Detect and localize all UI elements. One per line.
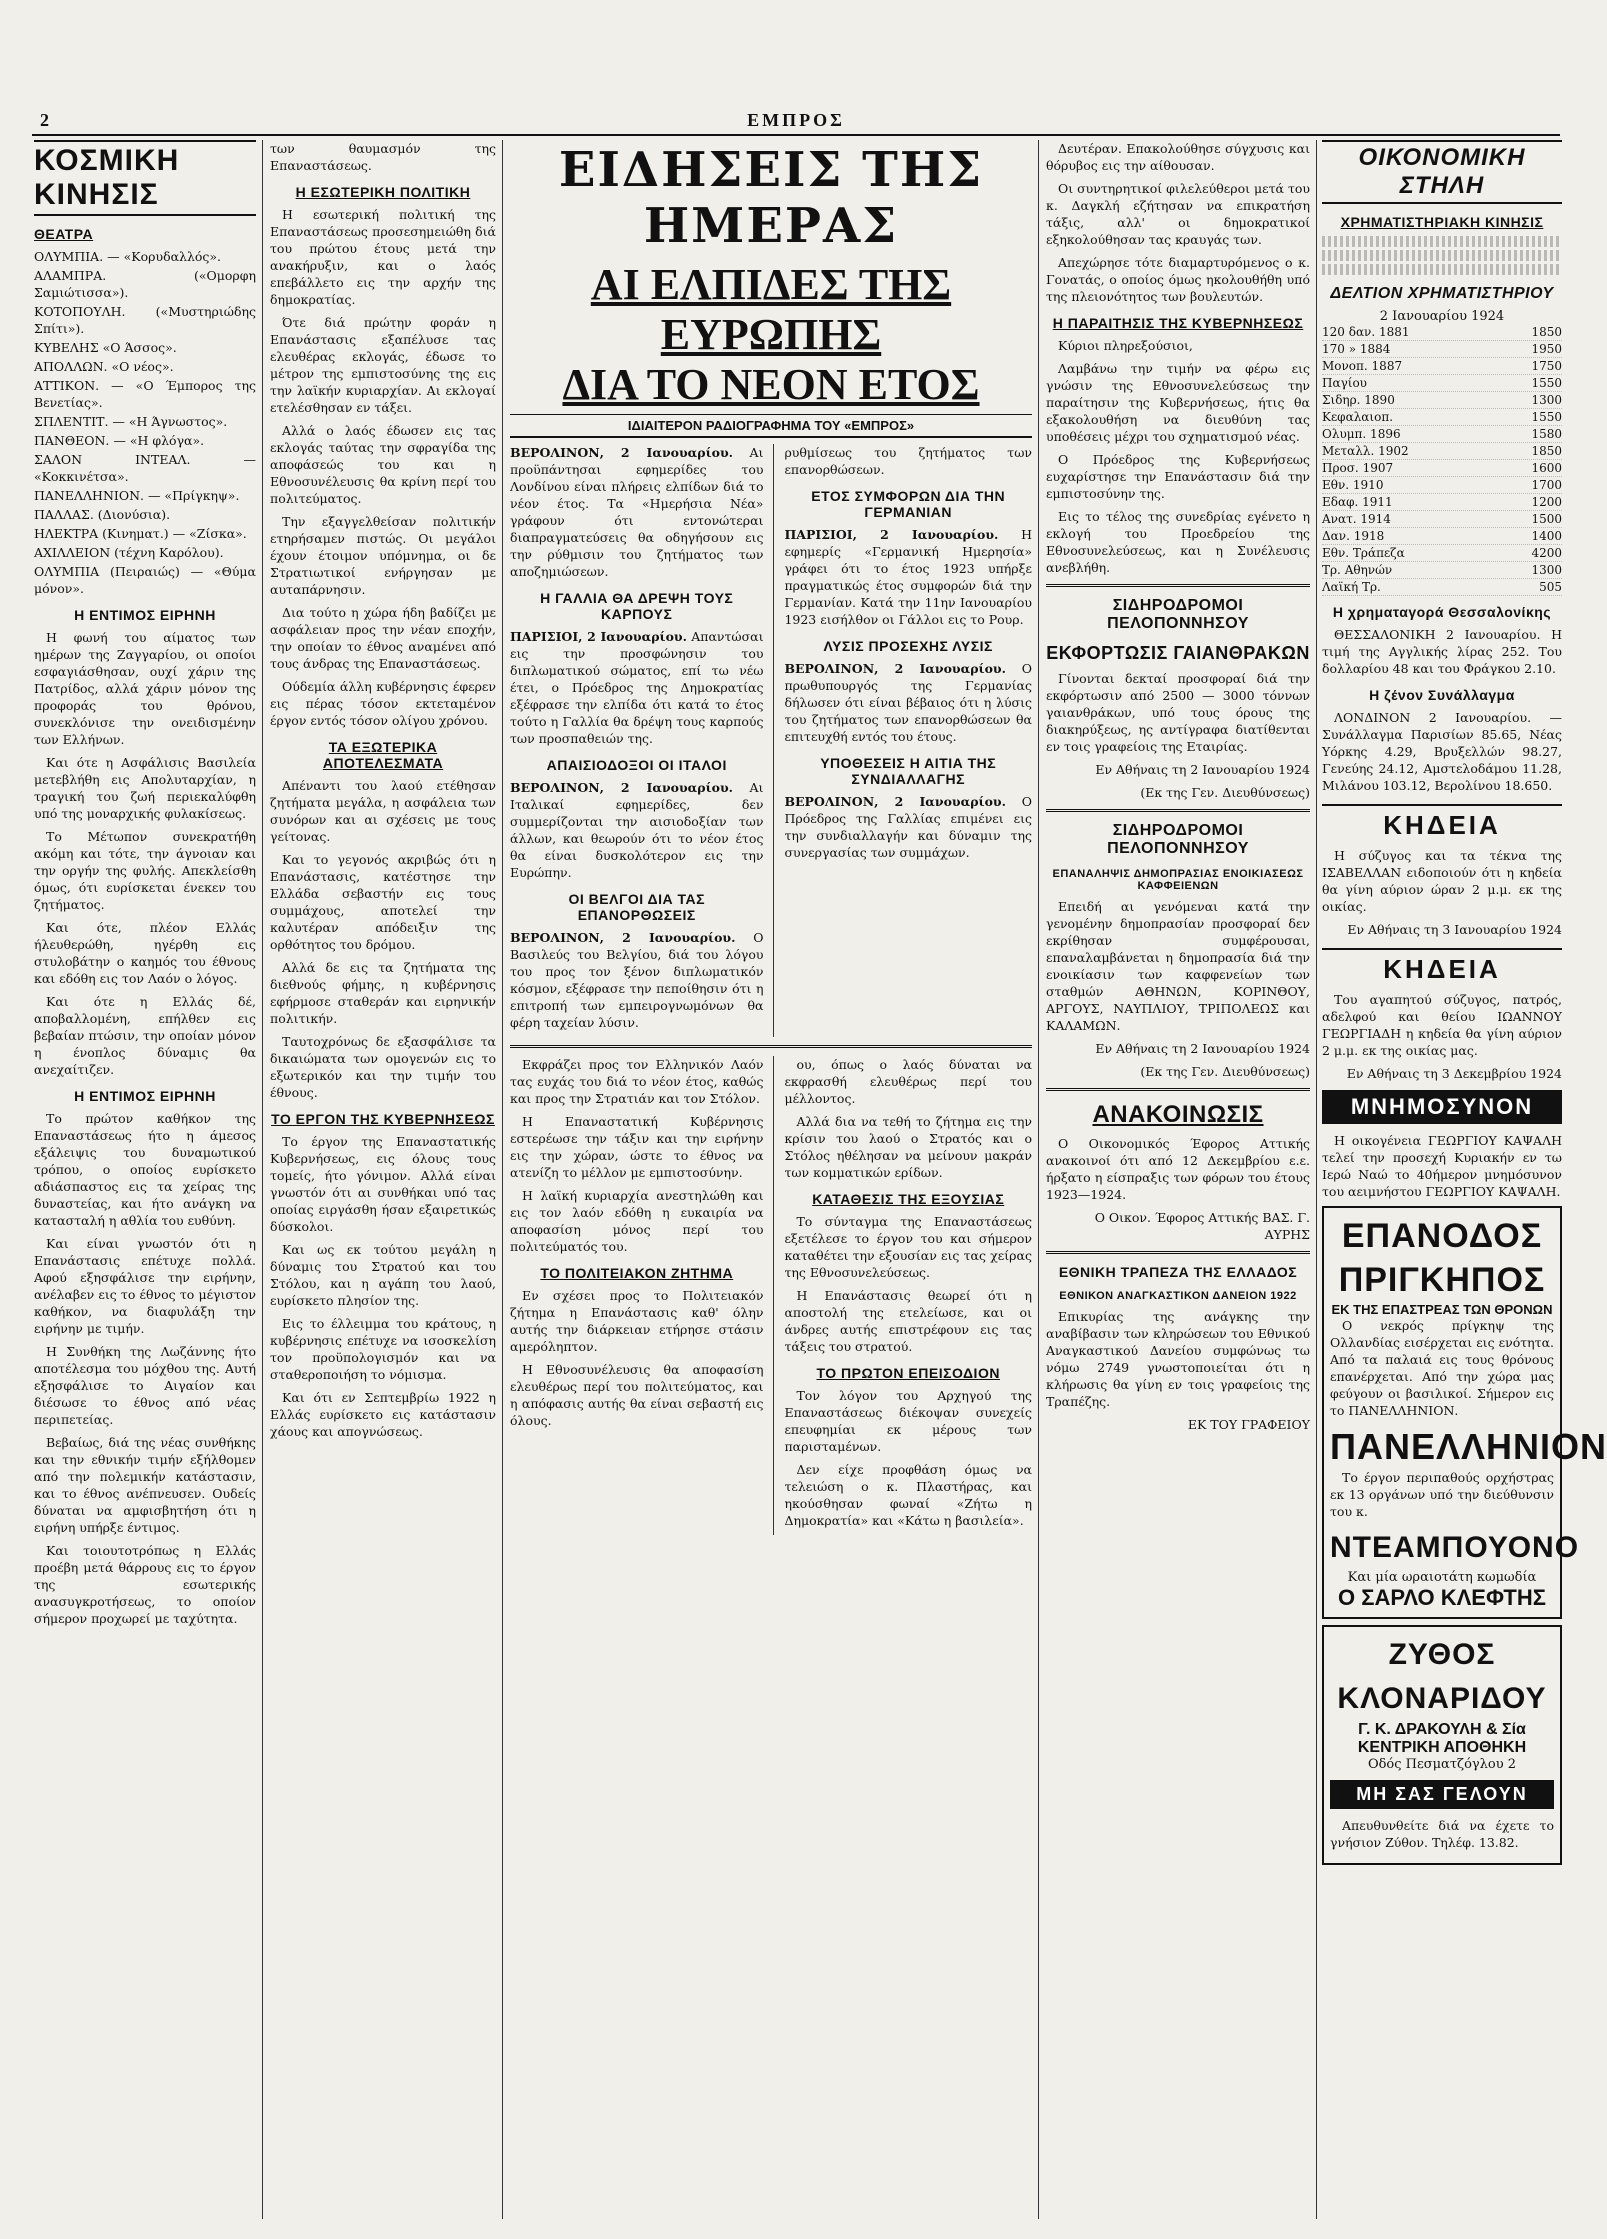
article-text: ρυθμίσεως του ζητήματος των επανορθώσεων. — [784, 445, 1032, 477]
lower-col-b — [784, 1056, 1032, 1535]
bond-row — [1322, 358, 1562, 375]
inner-rule — [773, 444, 774, 1037]
beer-ad — [1322, 1625, 1562, 1865]
section-title-economic: ΟΙΚΟΝΟΜΙΚΗ ΣΤΗΛΗ — [1322, 140, 1562, 204]
funeral-text: Η σύζυγος και τα τέκνα της ΙΣΑΒΕΛΛΑΝ ειδοποιούν ότι η κηδεία θα γίνη αύριον ώραν 2 μ.μ. εκ της οικίας. — [1322, 848, 1562, 914]
paragraph: Το σύνταγμα της Επαναστάσεως εξετέλεσε το έργον του και σήμερον καταθέτει την εξουσίαν εις τας χείρας της Εθνοσυνελεύσεως. — [784, 1214, 1032, 1280]
cinema-name: ΠΑΝΕΛΛΗΝΙΟΝ — [1330, 1426, 1607, 1467]
paragraph: Και ότι εν Σεπτεμβρίω 1922 η Ελλάς ευρίσκετο εις κατάστασιν χάους και απογνώσεως. — [270, 1390, 496, 1439]
funeral-title-2: ΚΗΔΕΙΑ — [1322, 948, 1562, 985]
article-body — [270, 206, 496, 729]
bond-name: Εθν. 1910 — [1322, 478, 1384, 492]
heading-peace-2: Η ΕΝΤΙΜΟΣ ΕΙΡΗΝΗ — [74, 1088, 216, 1104]
bond-row — [1322, 494, 1562, 511]
left-column — [34, 140, 256, 2219]
bond-row — [1322, 528, 1562, 545]
lower-col-a — [510, 1056, 763, 1535]
beer-company: Γ. Κ. ΔΡΑΚΟΥΛΗ & Σία — [1358, 1721, 1526, 1738]
heading-conciliation: ΥΠΟΘΕΣΕΙΣ Η ΑΙΤΙΑ ΤΗΣ ΣΥΝΔΙΑΛΛΑΓΗΣ — [820, 755, 997, 787]
heading-italy: ΑΠΑΙΣΙΟΔΟΞΟΙ ΟΙ ΙΤΑΛΟΙ — [546, 757, 727, 773]
bond-name: Σιδηρ. 1890 — [1322, 393, 1395, 407]
heading-bank: ΕΘΝΙΚΗ ΤΡΑΠΕΖΑ ΤΗΣ ΕΛΛΑΔΟΣ — [1058, 1264, 1298, 1280]
beer-slogan: ΜΗ ΣΑΣ ΓΕΛΟΥΝ — [1330, 1780, 1554, 1809]
theatres-label: ΘΕΑΤΡΑ — [34, 226, 94, 242]
lower-news — [510, 1056, 1032, 1535]
article-body — [1046, 140, 1310, 305]
heading-germany: ΕΤΟΣ ΣΥΜΦΟΡΩΝ ΔΙΑ ΤΗΝ ΓΕΡΜΑΝΙΑΝ — [811, 488, 1006, 520]
heading-bulletin: ΔΕΛΤΙΟΝ ΧΡΗΜΑΤΙΣΤΗΡΙΟΥ — [1330, 285, 1554, 302]
theatre-listing: ΑΧΙΛΛΕΙΟΝ (τέχνη Καρόλου). — [34, 545, 224, 560]
bond-value: 1300 — [1531, 563, 1562, 577]
paragraph: Ταυτοχρόνως δε εξασφάλισε τα δικαιώματα των ομογενών εις το εξωτερικόν και την τιμήν του έθνους. — [270, 1034, 496, 1100]
section-title-social: ΚΟΣΜΙΚΗ ΚΙΝΗΣΙΣ — [34, 140, 256, 216]
paragraph: Η Επαναστατική Κυβέρνησις εστερέωσε την τάξιν και την ειρήνην εις την χώραν, ώστε το έθνος να ατενίζη το μέλλον με εμπιστοσύνην. — [510, 1114, 764, 1180]
news-banner: ΕΙΔΗΣΕΙΣ ΤΗΣ ΗΜΕΡΑΣ — [558, 142, 984, 254]
paragraph: Αλλά δε εις τα ζητήματα της διεθνούς φήμης, η κυβέρνησις εφήρμοσε σταθεράν και ειρηνικήν πολιτικήν. — [270, 960, 496, 1026]
article-body — [784, 1213, 1032, 1355]
bond-row — [1322, 409, 1562, 426]
paragraph: Η φωνή του αίματος των ημέρων της Ζαγγαρίου, οι οποίοι εσφαγιάσθησαν, ουχί χάριν της Πατρίδος, αλλά χάριν μόνον της προφοράς του θρόνου, συνεκλόνισε την ονειδισμένην των Ελλήνων. — [34, 630, 256, 747]
paragraph: Η Συνθήκη της Λωζάννης ήτο αποτέλεσμα του μόχθου της. Αυτή εξησφάλισε το Αιγαίον και διέσωσε το έθνος από νέας περιπετείας. — [34, 1344, 256, 1427]
column-rule — [262, 140, 263, 2219]
news-col-b — [784, 444, 1032, 1037]
funeral-date: Εν Αθήναις τη 3 Δεκεμβρίου 1924 — [1346, 1066, 1562, 1081]
column-rule — [1316, 140, 1317, 2219]
notice-date: Εν Αθήναις τη 2 Ιανουαρίου 1924 — [1095, 1041, 1310, 1056]
paragraph: Το πρώτον καθήκον της Επαναστάσεως ήτο η άμεσος εξάλειψις του δυναμωτικού τρόπου, ο οποίος ευρίσκετο αδιάσπαστος εις τα χείρας της δυναστείας, και ήτο ανάγκη να κατασταλή η αθλία του ευθύνη. — [34, 1111, 256, 1228]
page-number: 2 — [40, 110, 49, 130]
heading-exchange: Η ζένον Συνάλλαγμα — [1369, 687, 1515, 703]
bond-value: 1200 — [1531, 495, 1562, 509]
bond-name: Μονοπ. 1887 — [1322, 359, 1403, 373]
cinema-ad — [1322, 1206, 1607, 1619]
article-body — [784, 1387, 1032, 1529]
bulletin-date: 2 Ιανουαρίου 1924 — [1379, 309, 1505, 324]
paragraph: Αλλά ο λαός έδωσεν εις τας εκλογάς ταύτας την σφραγίδα της αποφάσεώς του και η Εθνοσυνέλευσις θα κρίνη περί του πολιτεύματος. — [270, 423, 496, 506]
beer-depot: ΚΕΝΤΡΙΚΗ ΑΠΟΘΗΚΗ — [1357, 1739, 1527, 1756]
bond-row — [1322, 460, 1562, 477]
paragraph: ου, όπως ο λαός δύναται να εκφρασθή ελευθέρως περί του μέλλοντος. — [784, 1057, 1032, 1106]
paragraph: Αλλά δια να τεθή το ζήτημα εις την κρίσιν του λαού ο Στρατός και ο Στόλος ηθέλησαν να μείνουν μακράν των κομματικών ερίδων. — [784, 1114, 1032, 1180]
theatre-listing: ΟΛΥΜΠΙΑ. — «Κορυδαλλός». — [34, 249, 222, 264]
news-columns — [510, 444, 1032, 1037]
heading-announcement: ΑΝΑΚΟΙΝΩΣΙΣ — [1092, 1101, 1264, 1128]
bond-row — [1322, 341, 1562, 358]
bond-value: 505 — [1539, 580, 1562, 594]
section-divider — [1046, 1251, 1310, 1254]
heading-politics: ΤΟ ΠΟΛΙΤΕΙΑΚΟΝ ΖΗΤΗΜΑ — [540, 1265, 734, 1281]
heading-external-results: ΤΑ ΕΞΩΤΕΡΙΚΑ ΑΠΟΤΕΛΕΣΜΑΤΑ — [322, 739, 444, 771]
film-title: Ο ΣΑΡΛΟ ΚΛΕΦΤΗΣ — [1338, 1585, 1546, 1610]
bond-value: 1750 — [1531, 359, 1562, 373]
dateline: ΒΕΡΟΛΙΝΟΝ, 2 Ιανουαρίου. — [510, 930, 736, 945]
paragraph: Δεν είχε προφθάση όμως να τελειώση ο κ. Πλαστήρας, και ηκούσθησαν φωναί «Ζήτω η Δημοκρατία» και «Κάτω η βασιλεία». — [784, 1462, 1032, 1528]
paragraph: Το έργον της Επαναστατικής Κυβερνήσεως, εις όλους τους τομείς, ήτο γόνιμον. Αλλά είναι γνωστόν ότι αι συνθήκαι υπό τας οποίας ειργάσθη ήσαν εξαιρετικώς δύσκολοι. — [270, 1134, 496, 1234]
bond-row — [1322, 324, 1562, 341]
bond-row — [1322, 375, 1562, 392]
theatre-listing: ΠΑΛΛΑΣ. (Διονύσια). — [34, 507, 171, 522]
paragraph: Ούδεμία άλλη κυβέρνησις έφερεν εις πέρας τόσον εκτεταμένον έργον εντός τόσον ολίγου χρόνου. — [270, 679, 496, 728]
page-header — [32, 110, 1560, 136]
paragraph: Ότε διά πρώτην φοράν η Επανάστασις εξαπέλυσε τας ελευθέρας εκλογάς, έδωσε το μέτρον της εμπιστοσύνης της εις την λαϊκήν κυριαρχίαν. Αι εκλογαί ετελέσθησαν εν τάξει. — [270, 315, 496, 415]
bond-name: Δαν. 1918 — [1322, 529, 1385, 543]
notice-text: Ο Οικονομικός Έφορος Αττικής ανακοινοί ότι από 12 Δεκεμβρίου ε.ε. ήρξατο η είσπραξις των φόρων του έτους 1923—1924. — [1046, 1136, 1310, 1202]
paragraph: Και τοιουτοτρόπως η Ελλάς προέβη μετά θάρρους εις το έργον της εσωτερικής ανασυγκροτήσεως, το οποίον σήμερον προχωρεί με ταχύτητα. — [34, 1543, 256, 1626]
heading-peace-1: Η ΕΝΤΙΜΟΣ ΕΙΡΗΝΗ — [74, 607, 216, 623]
ad-note: Και μία ωραιοτάτη κωμωδία — [1347, 1570, 1537, 1585]
dateline: ΠΑΡΙΣΙΟΙ, 2 Ιανουαρίου. — [784, 527, 999, 542]
upside-down-text — [1322, 236, 1562, 247]
bond-row — [1322, 392, 1562, 409]
theatre-list — [34, 248, 256, 597]
dateline: ΒΕΡΟΛΙΝΟΝ, 2 Ιανουαρίου. — [510, 445, 733, 460]
heading-france: Η ΓΑΛΛΙΑ ΘΑ ΔΡΕΨΗ ΤΟΥΣ ΚΑΡΠΟΥΣ — [540, 590, 734, 622]
paragraph: Βεβαίως, διά της νέας συνθήκης και την εθνικήν τιμήν εξήλθομεν από την πολεμικήν κατάστασιν, και το έθνος ανέπνευσεν. Ουδείς δύναται να αμφισβητήση ότι η ειρήνη υπήρξε έντιμος. — [34, 1435, 256, 1535]
paragraph: Εις το τέλος της συνεδρίας εγένετο η εκλογή του Προεδρείου της Εθνοσυνελεύσεως, και η Συνέλευσις ανεβλήθη. — [1046, 509, 1310, 575]
paragraph: Ο Πρόεδρος της Κυβερνήσεως ευχαρίστησε την Επανάστασιν διά την εμπιστοσύνην της. — [1046, 452, 1310, 501]
paragraph: Η λαϊκή κυριαρχία ανεστηλώθη και εις τον λαόν εδόθη η ευκαιρία να αποφασίση μόνος περί του πολιτεύματός του. — [510, 1188, 764, 1254]
bond-value: 1700 — [1531, 478, 1562, 492]
bond-row — [1322, 579, 1562, 596]
bond-name: Ανατ. 1914 — [1322, 512, 1391, 526]
article-body — [34, 629, 256, 1078]
paragraph: Απεχώρησε τότε διαμαρτυρόμενος ο κ. Γονατάς, ο οποίος όμως ηκολουθήθη υπό της πλειονότητος των βουλευτών. — [1046, 255, 1310, 304]
article-body — [1046, 337, 1310, 576]
heading-episode: ΤΟ ΠΡΩΤΟΝ ΕΠΕΙΣΟΔΙΟΝ — [816, 1365, 1000, 1381]
theatre-listing: ΚΟΤΟΠΟΥΛΗ. («Μυστηριώδης Σπίτι»). — [34, 304, 256, 336]
article-body — [270, 1133, 496, 1440]
notice-signature: Ο Οικον. Έφορος Αττικής ΒΑΣ. Γ. ΑΥΡΗΣ — [1094, 1210, 1310, 1242]
theatre-listing: ΗΛΕΚΤΡΑ (Κινηματ.) — «Ζίσκα». — [34, 526, 247, 541]
paragraph: Και είναι γνωστόν ότι η Επανάστασις επέτυχε πολλά. Αφού εξησφάλισε την ειρήνην, ανέλαβεν εις το έθνος το μέγιστον καθήκον, να διαφυλάξη την ειρήνην με τιμήν. — [34, 1236, 256, 1336]
inner-rule — [773, 1056, 774, 1535]
center-news — [510, 140, 1032, 2219]
article-text: Η εφημερίς «Γερμανική Ημερησία» γράφει ότι το έτος 1923 υπήρξε πραγματικώς έτος συμφορών διά την Γερμανίαν. Κατά την 11ην Ιανουαρίου 1923 εισήλθον οι Γάλλοι εις το Ρουρ. — [784, 527, 1032, 627]
section-divider — [510, 1045, 1032, 1048]
paragraph: Απέναντι του λαού ετέθησαν ζητήματα μεγάλα, η ασφάλεια των συνόρων και αι σχέσεις με τους γείτονας. — [270, 778, 496, 844]
bond-value: 1550 — [1531, 376, 1562, 390]
beer-address: Οδός Πεσματζόγλου 2 — [1367, 1757, 1517, 1772]
heading-railways-2: ΣΙΔΗΡΟΔΡΟΜΟΙ ΠΕΛΟΠΟΝΝΗΣΟΥ — [1107, 822, 1249, 857]
theatre-listing: ΑΤΤΙΚΟΝ. — «Ο Έμπορος της Βενετίας». — [34, 378, 256, 410]
bond-table — [1322, 324, 1562, 596]
heading-belgians: ΟΙ ΒΕΛΓΟΙ ΔΙΑ ΤΑΣ ΕΠΑΝΟΡΘΩΣΕΙΣ — [568, 891, 705, 923]
article-body — [510, 1056, 763, 1255]
paragraph: Η εσωτερική πολιτική της Επαναστάσεως προσεσημειώθη διά του πρώτου έτους μετά την ανακήρυξιν, και ο λαός επεβάλλετο εις την αρχήν της δημοκρατίας. — [270, 207, 496, 307]
article-body — [270, 777, 496, 1101]
theatre-listing: ΑΛΑΜΠΡΑ. («Ομορφη Σαμιώτισσα»). — [34, 268, 256, 300]
theatre-listing: ΣΠΛΕΝΤΙΤ. — «Η Άγνωστος». — [34, 414, 228, 429]
subheading-bank: ΕΘΝΙΚΟΝ ΑΝΑΓΚΑΣΤΙΚΟΝ ΔΑΝΕΙΟΝ 1922 — [1059, 1290, 1297, 1302]
paragraph: Και το γεγονός ακριβώς ότι η Επανάστασις, κατέστησε την Ελλάδα σεβαστήν εις τους συμμάχους, αποτελεί την καλυτέραν απόδειξιν της ορθότητος του δρόμου. — [270, 852, 496, 952]
bond-value: 4200 — [1531, 546, 1562, 560]
article-text: Αι προϋπάντησαι εφημερίδες του Λονδίνου είναι πλήρεις ελπίδων διά το νέον έτος. Τα «Ημερήσια Νέα» γράφουν ότι εντονώτεραι διαπραγματεύσεις θα οδηγήσουν εις την ρύθμισιν του ζητήματος των αποζημιώσεων. — [510, 445, 764, 579]
news-col-a — [510, 444, 763, 1037]
heading-railways: ΣΙΔΗΡΟΔΡΟΜΟΙ ΠΕΛΟΠΟΝΝΗΣΟΥ — [1107, 597, 1249, 632]
notice-signature: (Εκ της Γεν. Διευθύνσεως) — [1140, 785, 1310, 800]
section-divider — [1046, 1088, 1310, 1091]
theatre-listing: ΟΛΥΜΠΙΑ (Πειραιώς) — «Θύμα μόνον». — [34, 564, 256, 596]
theatre-listing: ΠΑΝΘΕΟΝ. — «Η φλόγα». — [34, 433, 205, 448]
paragraph: Δια τούτο η χώρα ήδη βαδίζει με ασφάλειαν προς την νέαν εποχήν, την οποίαν το έθνος αναμένει από τους άνδρας της Επαναστάσεως. — [270, 605, 496, 671]
bond-row — [1322, 477, 1562, 494]
dateline: ΒΕΡΟΛΙΝΟΝ, 2 Ιανουαρίου. — [784, 661, 1006, 676]
bond-value: 1850 — [1531, 444, 1562, 458]
column-rule — [502, 140, 503, 2219]
paragraph: Τον λόγον του Αρχηγού της Επαναστάσεως διέκοψαν συνεχείς επευφημίαι εκ μέρους των παρισταμένων. — [784, 1388, 1032, 1454]
bond-value: 1580 — [1531, 427, 1562, 441]
main-headline-2: ΔΙΑ ΤΟ ΝΕΟΝ ΕΤΟΣ — [562, 360, 980, 409]
bond-row — [1322, 511, 1562, 528]
paragraph: Η Εθνοσυνέλευσις θα αποφασίση ελευθέρως περί του πολιτεύματος, και η απόφασις αυτής θα είναι σεβαστή εις όλους. — [510, 1362, 764, 1428]
ad-text: Το έργον περιπαθούς ορχήστρας εκ 13 οργάνων υπό την διεύθυνσιν του κ. — [1330, 1470, 1554, 1519]
bond-name: Προσ. 1907 — [1322, 461, 1394, 475]
main-headline: ΑΙ ΕΛΠΙΔΕΣ ΤΗΣ ΕΥΡΩΠΗΣ — [590, 260, 952, 359]
paragraph: Και ότε η Ελλάς δέ, αποβαλλομένη, επήλθεν εις βεβαίαν πτώσιν, την οποίαν μόνον η ένοπλος δύναμις θα ανεχαίτιζεν. — [34, 994, 256, 1077]
theatre-listing: ΣΑΛΟΝ ΙΝΤΕΑΛ. — «Κοκκινέτσα». — [34, 452, 256, 484]
article-text: Απαντώσαι εις την προσφώνησιν του διπλωματικού σώματος, επί τω νέω έτει, ο Πρόεδρος της Δημοκρατίας εξέφρασε την ελπίδα ότι κατά το έτος τούτο η Γαλλία θα δρέψη τους καρπούς των προσπαθειών της. — [510, 629, 764, 746]
memorial-bar: ΜΝΗΜΟΣΥΝΟΝ — [1322, 1090, 1562, 1124]
heading-power: ΚΑΤΑΘΕΣΙΣ ΤΗΣ ΕΞΟΥΣΙΑΣ — [812, 1191, 1005, 1207]
article-text: Ο πρωθυπουργός της Γερμανίας δήλωσεν ότι είναι βέβαιος ότι η λύσις του ζητήματος των επανορθώσεων θα επιτευχθή εντός του έτους. — [784, 661, 1032, 744]
section-divider — [1046, 809, 1310, 812]
article-text: των θαυμασμόν της Επαναστάσεως. — [270, 141, 496, 173]
bond-name: Εδαφ. 1911 — [1322, 495, 1393, 509]
notice-text: Επειδή αι γενόμεναι κατά την γενομένην δημοπρασίαν προσφοραί δεν εκρίθησαν συμφέρουσαι, επαναλαμβάνεται η δημοπρασία διά την ενοικίασιν των καφφενείων των σταθμών ΑΘΗΝΩΝ, ΚΟΡΙΝΘΟΥ, ΑΡΓΟΥΣ, ΝΑΥΠΛΙΟΥ, ΤΡΙΠΟΛΕΩΣ και ΚΑΛΑΜΩΝ. — [1046, 899, 1310, 1033]
paragraph: Και ότε η Ασφάλισις Βασιλεία μετεβλήθη εις Απολυταρχίαν, η τραγική του ζωή περιεκαλύφθη υπό της μοναρχικής φυλακίσεως. — [34, 755, 256, 821]
second-column — [270, 140, 496, 2219]
heading-solution: ΛΥΣΙΣ ΠΡΟΣΕΧΗΣ ΛΥΣΙΣ — [823, 638, 993, 654]
heading-gov-resignation: Η ΠΑΡΑΙΤΗΣΙΣ ΤΗΣ ΚΥΒΕΡΝΗΣΕΩΣ — [1052, 315, 1304, 331]
bond-row — [1322, 426, 1562, 443]
paragraph: Λαμβάνω την τιμήν να φέρω εις γνώσιν της Εθνοσυνελεύσεως την παραίτησιν της Κυβερνήσεως, ήτις θα εξακολουθήση να διευθύνη τας υποθέσεις μέχρι του σχηματισμού νέας. — [1046, 361, 1310, 444]
memorial-text: Η οικογένεια ΓΕΩΡΓΙΟΥ ΚΑΨΑΛΗ τελεί την προσεχή Κυριακήν εν τω Ιερώ Ναώ το 40ήμερον μνημόσυνον του αειμνήστου ΓΕΩΡΓΙΟΥ ΚΑΨΑΛΗ. — [1322, 1133, 1562, 1199]
paragraph: Εκφράζει προς τον Ελληνικόν Λαόν τας ευχάς του διά το νέον έτος, καθώς και προς την Στρατιάν και τον Στόλον. — [510, 1057, 764, 1106]
conductor-name: ΝΤΕΑΜΠΟΥΟΝΟ — [1330, 1531, 1580, 1564]
theatre-listing: ΠΑΝΕΛΛΗΝΙΟΝ. — «Πρίγκηψ». — [34, 488, 240, 503]
bond-value: 1950 — [1531, 342, 1562, 356]
paragraph: Δευτέραν. Επακολούθησε σύγχυσις και θόρυβος εις την αίθουσαν. — [1046, 141, 1310, 173]
subheading-auction: ΕΠΑΝΑΛΗΨΙΣ ΔΗΜΟΠΡΑΣΙΑΣ ΕΝΟΙΚΙΑΣΕΩΣ ΚΑΦΦΕΙΕΝΩΝ — [1052, 868, 1304, 892]
bond-name: Λαϊκή Τρ. — [1322, 580, 1381, 594]
paragraph: Η Επανάστασις θεωρεί ότι η αποστολή της ετελείωσε, και οι άνδρες αυτής επιστρέφουν εις τας τάξεις του στρατού. — [784, 1288, 1032, 1354]
bond-value: 1500 — [1531, 512, 1562, 526]
section-divider — [1046, 584, 1310, 587]
bond-name: Εθν. Τράπεζα — [1322, 546, 1405, 560]
notice-text: Γίνονται δεκταί προσφοραί διά την εκφόρτωσιν από 2500 — 3000 τόννων γαιανθράκων, υπό τους όρους της διακηρύξεως, ης αντίγραφα διατίθενται εν τοις γραφείοις της Εταιρίας. — [1046, 671, 1310, 754]
dateline: ΒΕΡΟΛΙΝΟΝ, 2 Ιανουαρίου. — [510, 780, 733, 795]
bond-row — [1322, 443, 1562, 460]
bond-name: 120 δαν. 1881 — [1322, 325, 1410, 339]
notice-text: Επικυρίας της ανάγκης την αναβίβασιν των κληρώσεων του Εθνικού Αναγκαστικού Δανείου συμφώνως τω νόμω 2749 γνωστοποιείται ότι η κλήρωσις θα γίνη εν τοις γραφείοις της Τραπέζης. — [1046, 1309, 1310, 1409]
bond-name: Κεφαλαιοπ. — [1322, 410, 1394, 424]
upside-down-text — [1322, 250, 1562, 261]
article-body — [34, 1110, 256, 1627]
heading-trade: Η χρηματαγορά Θεσσαλονίκης — [1332, 604, 1552, 620]
subheading-coal: ΕΚΦΟΡΤΩΣΙΣ ΓΑΙΑΝΘΡΑΚΩΝ — [1046, 643, 1310, 663]
article-body — [510, 1287, 763, 1429]
paragraph: Και ότε, πλέον Ελλάς ήλευθερώθη, ηγέρθη εις στυλοβάτην ο καημός του έθνους και εδόθη εις τον Λαόν ο λόγος. — [34, 920, 256, 986]
bond-name: Παγίου — [1322, 376, 1367, 390]
beer-title: ΖΥΘΟΣ ΚΛΟΝΑΡΙΔΟΥ — [1337, 1638, 1547, 1715]
bond-value: 1400 — [1531, 529, 1562, 543]
column-rule — [1038, 140, 1039, 2219]
bond-value: 1600 — [1531, 461, 1562, 475]
bond-name: Τρ. Αθηνών — [1322, 563, 1393, 577]
bond-name: Μεταλλ. 1902 — [1322, 444, 1409, 458]
dateline: ΒΕΡΟΛΙΝΟΝ, 2 Ιανουαρίου. — [784, 794, 1006, 809]
heading-bourse: ΧΡΗΜΑΤΙΣΤΗΡΙΑΚΗ ΚΙΝΗΣΙΣ — [1340, 214, 1544, 230]
theatre-listing: ΚΥΒΕΛΗΣ «Ο Άσσος». — [34, 340, 177, 355]
right-column — [1322, 140, 1607, 2219]
market-text: ΛΟΝΔΙΝΟΝ 2 Ιανουαρίου. — Συνάλλαγμα Παρισίων 85.65, Νέας Υόρκης 4.29, Βρυξελλών 98.27, Γενεύης 24.12, Αμστελοδάμου 11.28, Μιλάνου 103.12, Βερολίνου 18.650. — [1322, 710, 1562, 793]
ad-title: ΕΠΑΝΟΔΟΣ ΠΡΙΓΚΗΠΟΣ — [1338, 1217, 1546, 1299]
right-center-column — [1046, 140, 1310, 2219]
paragraph: Οι συντηρητικοί φιλελεύθεροι μετά του κ. Δαγκλή εζήτησαν να επικρατήση τάξις, αλλ' οι δημοκρατικοί εξηκολούθησαν τας κραυγάς των. — [1046, 181, 1310, 247]
paragraph: Και ως εκ τούτου μεγάλη η δύναμις του Στρατού και του Στόλου, και η αγάπη του λαού, ευρίσκετο πλησίον της. — [270, 1242, 496, 1308]
notice-signature: (Εκ της Γεν. Διευθύνσεως) — [1140, 1064, 1310, 1079]
funeral-title: ΚΗΔΕΙΑ — [1322, 804, 1562, 841]
paragraph: Το Μέτωπον συνεκρατήθη ακόμη και τότε, την άγνοιαν και την οργήν της φυλής. Απεκλείσθη όμως, ότι ευρίσκεται ένεκεν του ζητήματος. — [34, 829, 256, 912]
market-text: ΘΕΣΣΑΛΟΝΙΚΗ 2 Ιανουαρίου. Η τιμή της Αγγλικής λίρας 252. Του δολλαρίου 48 και του Φράγκου 2.10. — [1322, 627, 1562, 676]
article-text: Αι Ιταλικαί εφημερίδες, δεν συμμερίζονται την αισιοδοξίαν των άλλων, και θεωρούν ότι το νέον έτος θα είναι δυσκολότερον εις την Ευρώπην. — [510, 780, 764, 880]
article-body — [784, 1056, 1032, 1181]
upside-down-text — [1322, 264, 1562, 275]
article-text: Ο Βασιλεύς του Βελγίου, διά του λόγου του προς τον ξένον διπλωματικόν κόσμον, εξέφρασε την πεποίθησιν ότι η επιτροπή των εμπειρογνωμόνων θα φέρη ταχείαν λύσιν. — [510, 930, 764, 1030]
bond-row — [1322, 562, 1562, 579]
paragraph: Εις το έλλειμμα του κράτους, η κυβέρνησις επέτυχε να ισοσκελίση τον προϋπολογισμόν και να σταθεροποιήση το νόμισμα. — [270, 1316, 496, 1382]
ad-text: Ο νεκρός πρίγκηψ της Ολλανδίας εισέρχεται εις ενότητα. Από τα παλαιά εις τους θρόνους επανέρχεται. Από την χώρα μας φεύγουν οι βασιλικοί. Σήμερον εις το ΠΑΝΕΛΛΗΝΙΟΝ. — [1330, 1318, 1554, 1418]
theatre-listing: ΑΠΟΛΛΩΝ. «Ο νέος». — [34, 359, 174, 374]
masthead: ΕΜΠΡΟΣ — [747, 110, 845, 130]
funeral-date: Εν Αθήναις τη 3 Ιανουαρίου 1924 — [1347, 922, 1562, 937]
beer-text: Απευθυνθείτε διά να έχετε το γνήσιον Ζύθον. Τηλέφ. 13.82. — [1330, 1818, 1554, 1850]
ad-subtitle: ΕΚ ΤΗΣ ΕΠΑΣΤΡΕΑΣ ΤΩΝ ΘΡΟΝΩΝ — [1331, 1302, 1553, 1317]
article-text: Ο Πρόεδρος της Γαλλίας επιμένει εις την συνδιαλλαγήν και δύναμιν της συνεργασίας των συμμάχων. — [784, 794, 1032, 860]
dateline: ΠΑΡΙΣΙΟΙ, 2 Ιανουαρίου. — [510, 629, 687, 644]
paragraph: Κύριοι πληρεξούσιοι, — [1058, 338, 1193, 353]
bond-value: 1850 — [1531, 325, 1562, 339]
funeral-text: Του αγαπητού σύζυγος, πατρός, αδελφού και θείου ΙΩΑΝΝΟΥ ΓΕΩΡΓΙΑΔΗ η κηδεία θα γίνη αύριον 2 μ.μ. εκ της οικίας μας. — [1322, 992, 1562, 1058]
notice-date: Εν Αθήναις τη 2 Ιανουαρίου 1924 — [1095, 762, 1310, 777]
subheadline: ΙΔΙΑΙΤΕΡΟΝ ΡΑΔΙΟΓΡΑΦΗΜΑ ΤΟΥ «ΕΜΠΡΟΣ» — [510, 414, 1032, 438]
bond-value: 1550 — [1531, 410, 1562, 424]
paragraph: Την εξαγγελθείσαν πολιτικήν ετηρήσαμεν πιστώς. Οι μεγάλοι έχουν έτοιμον υπόμνημα, οι δε Στρατιωτικοί ενήργησαν με αυταπάρνησιν. — [270, 514, 496, 597]
heading-internal-policy: Η ΕΣΩΤΕΡΙΚΗ ΠΟΛΙΤΙΚΗ — [295, 184, 471, 200]
bond-name: 170 » 1884 — [1322, 342, 1391, 356]
heading-government-work: ΤΟ ΕΡΓΟΝ ΤΗΣ ΚΥΒΕΡΝΗΣΕΩΣ — [271, 1111, 495, 1127]
paragraph: Εν σχέσει προς το Πολιτειακόν ζήτημα η Επανάστασις καθ' όλην αυτής την διάρκειαν ετήρησε στάσιν αμερόληπτον. — [510, 1288, 764, 1354]
bond-name: Ολυμπ. 1896 — [1322, 427, 1401, 441]
bond-value: 1300 — [1531, 393, 1562, 407]
bond-row — [1322, 545, 1562, 562]
notice-signature: ΕΚ ΤΟΥ ΓΡΑΦΕΙΟΥ — [1187, 1417, 1310, 1432]
